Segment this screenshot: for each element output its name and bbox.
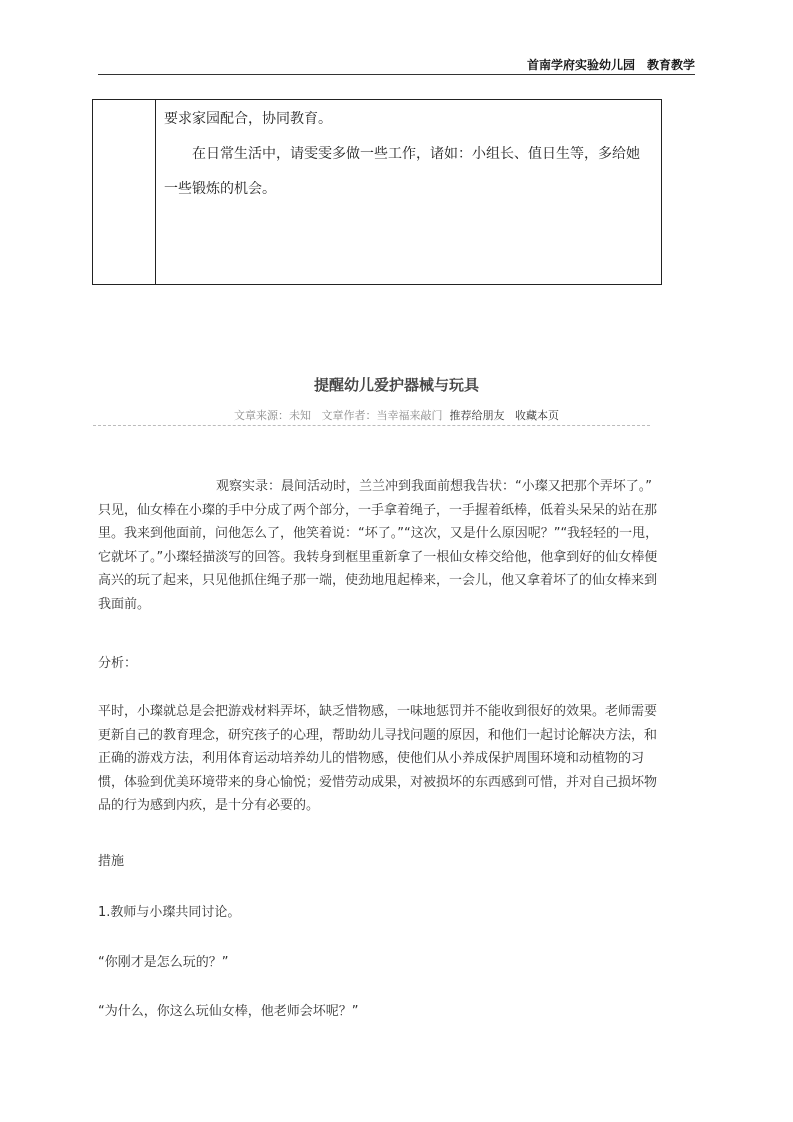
article-meta (0, 407, 793, 423)
comment-table (92, 99, 662, 285)
measures-label: 措施 (98, 854, 125, 869)
analysis-paragraph (98, 700, 664, 818)
table-line-1: 要求家园配合，协同教育。 (164, 111, 332, 127)
measure-1-block (98, 901, 664, 925)
header-text: 首南学府实验幼儿园 教育教学 (526, 58, 695, 72)
analysis-text: 平时，小璨就总是会把游戏材料弄坏，缺乏惜物感，一味地惩罚并不能收到很好的效果。老师需要更新自己的教育理念，研究孩子的心理，帮助幼儿寻找问题的原因，和他们一起讨论解决方法，和正确的游戏方法，利用体育运动培养幼儿的惜物感，使他们从小养成保护周围环境和动植物的习惯，体验到优美环境带来的身心愉悦；爱惜劳动成果，对被损坏的东西感到可惜，并对自己损坏物品的行为感到内疚，是十分有必要的。 (98, 704, 658, 814)
quote-1: “你刚才是怎么玩的？” (98, 955, 229, 970)
table-left-cell (93, 100, 156, 284)
table-line-2: 在日常生活中，请雯雯多做一些工作，诸如：小组长、值日生等，多给她一些锻炼的机会。 (164, 146, 640, 197)
quote-1-block (98, 951, 664, 975)
observation-paragraph (98, 475, 664, 617)
recommend-link[interactable]: 推荐给朋友 (449, 409, 505, 422)
measures-label-block (98, 850, 664, 874)
page-header (98, 56, 695, 75)
observation-text: 观察实录：晨间活动时，兰兰冲到我面前想我告状：“小璨又把那个弄坏了。” 只见，仙女棒在小璨的手中分成了两个部分，一手拿着绳子，一手握着纸棒，低着头呆呆的站在那里。我来到他面前，问他怎么了，他笑着说：“坏了。”“这次，又是什么原因呢？”“我轻轻的一甩，它就坏了。”小璨轻描淡写的回答。我转身到框里重新拿了一根仙女棒交给他，他拿到好的仙女棒便高兴的玩了起来，只见他抓住绳子那一端，使劲地甩起棒来，一会儿，他又拿着坏了的仙女棒来到我面前。 (98, 479, 659, 612)
analysis-label-block (98, 652, 664, 676)
analysis-label: 分析： (98, 656, 138, 671)
meta-divider (93, 425, 650, 426)
table-right-cell (156, 100, 661, 284)
meta-source: 文章来源：未知 (234, 409, 311, 422)
quote-2-block (98, 1000, 664, 1024)
quote-2: “为什么，你这么玩仙女棒，他老师会坏呢？” (98, 1004, 359, 1019)
meta-author: 文章作者：当幸福来敲门 (321, 409, 443, 422)
favorite-link[interactable]: 收藏本页 (515, 409, 559, 422)
measure-1: 1.教师与小璨共同讨论。 (98, 905, 241, 920)
article-title: 提醒幼儿爱护器械与玩具 (313, 376, 479, 394)
